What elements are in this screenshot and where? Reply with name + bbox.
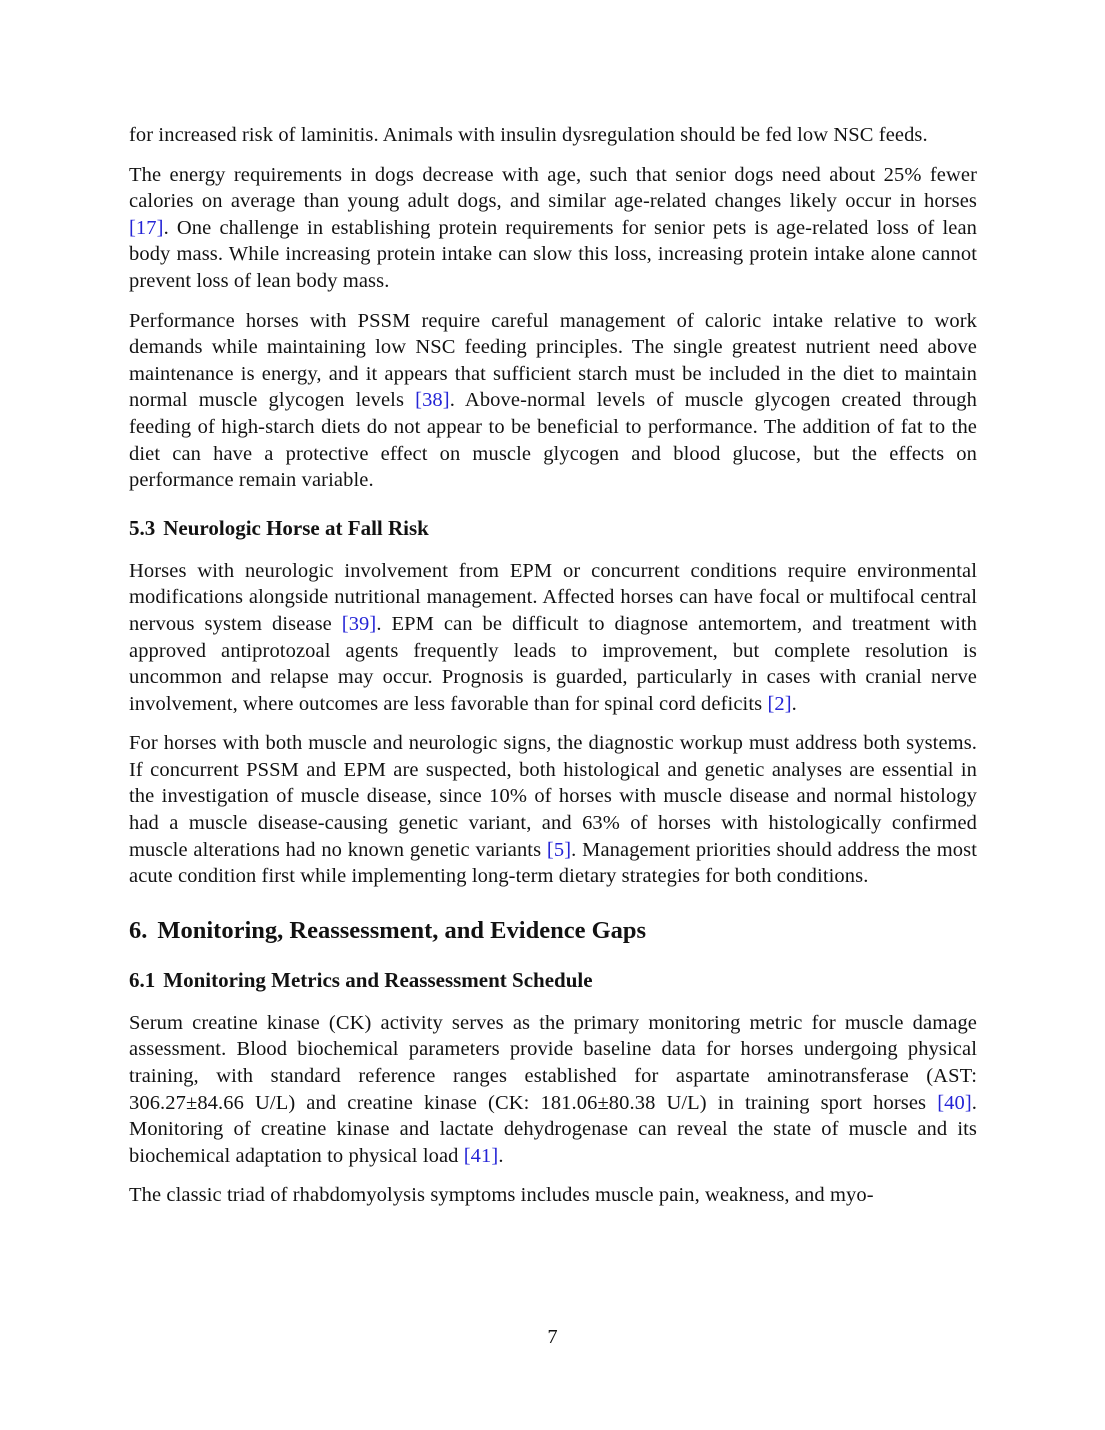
citation-link[interactable]: [41]: [463, 1144, 499, 1167]
section-title: Monitoring, Reassessment, and Evidence Gaps: [157, 916, 647, 944]
paragraph-serum-creatine-kinase: Serum creatine kinase (CK) activity serves as the primary monitoring metric for muscle damage assessment. Blood biochemical parameters provide baseline data for horses undergoing physical training, with standard reference ranges established for aspartate aminotransferase (AST: 306.27±84.66 U/L) and creatine kinase (CK: 181.06±80.38 U/L) in training sport horses [40]. Monitoring of creatine kinase and lactate dehydrogenase can reveal the state of muscle and its biochemical adaptation to physical load [41].: [129, 1011, 977, 1167]
citation-link[interactable]: [17]: [129, 216, 164, 239]
page-number: 7: [547, 1326, 558, 1348]
paragraph-rhabdomyolysis-triad: The classic triad of rhabdomyolysis symptoms includes muscle pain, weakness, and myo-: [129, 1184, 874, 1207]
section-heading-6: [129, 916, 977, 946]
citation-link[interactable]: [2]: [767, 692, 792, 715]
section-number: 6.: [129, 916, 148, 944]
paragraph-muscle-and-neurologic-signs: For horses with both muscle and neurologic signs, the diagnostic workup must address both systems. If concurrent PSSM and EPM are suspected, both histological and genetic analyses are essential in the investigation of muscle disease, since 10% of horses with muscle disease and normal histology had a muscle disease-causing genetic variant, and 63% of horses with histologically confirmed muscle alterations had no known genetic variants [5]. Management priorities should address the most acute condition first while implementing long-term dietary strategies for both conditions.: [129, 732, 977, 888]
paragraph-laminitis-feeds: for increased risk of laminitis. Animals with insulin dysregulation should be fed low NSC feeds.: [129, 124, 928, 146]
subsection-number: 6.1: [129, 967, 156, 992]
subsection-heading-6-1: [129, 967, 977, 993]
paragraph-energy-requirements: The energy requirements in dogs decrease with age, such that senior dogs need about 25% fewer calories on average than young adult dogs, and similar age-related changes likely occur in horses [17]. One challenge in establishing protein requirements for senior pets is age-related loss of lean body mass. While increasing protein intake can slow this loss, increasing protein intake alone cannot prevent loss of lean body mass.: [129, 163, 977, 292]
subsection-title: Monitoring Metrics and Reassessment Schedule: [163, 967, 593, 992]
subsection-number: 5.3: [129, 515, 156, 540]
subsection-heading-5-3: [129, 515, 977, 541]
subsection-title: Neurologic Horse at Fall Risk: [163, 515, 429, 540]
citation-link[interactable]: [38]: [415, 389, 450, 412]
citation-link[interactable]: [39]: [341, 612, 377, 635]
paragraph-performance-horses-pssm: Performance horses with PSSM require careful management of caloric intake relative to work demands while maintaining low NSC feeding principles. The single greatest nutrient need above maintenance is energy, and it appears that sufficient starch must be included in the diet to maintain normal muscle glycogen levels [38]. Above-normal levels of muscle glycogen created through feeding of high-starch diets do not appear to be beneficial to performance. The addition of fat to the diet can have a protective effect on muscle glycogen and blood glucose, but the effects on performance remain variable.: [129, 309, 978, 492]
paragraph-neurologic-involvement: Horses with neurologic involvement from EPM or concurrent conditions require environmental modifications alongside nutritional management. Affected horses can have focal or multifocal central nervous system disease [39]. EPM can be difficult to diagnose antemortem, and treatment with approved antiprotozoal agents frequently leads to improvement, but complete resolution is uncommon and relapse may occur. Prognosis is guarded, particularly in cases with cranial nerve involvement, where outcomes are less favorable than for spinal cord deficits [2].: [129, 559, 977, 715]
citation-link[interactable]: [40]: [937, 1091, 972, 1114]
citation-link[interactable]: [5]: [546, 838, 572, 861]
